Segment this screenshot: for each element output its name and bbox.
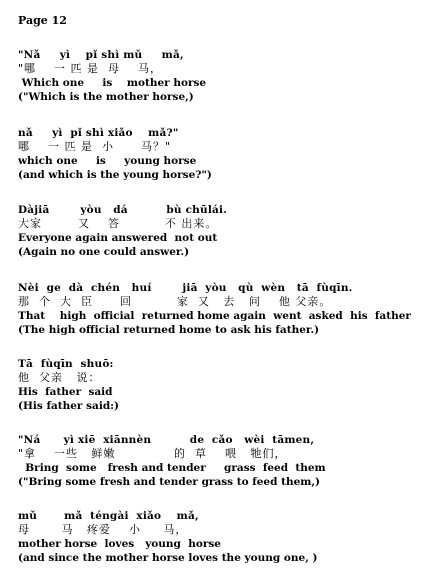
sentence-block xyxy=(18,509,318,565)
chinese-line: 大家 又 答 不 出来。 xyxy=(18,217,218,230)
translation-line: (and which is the young horse?") xyxy=(18,169,212,181)
chinese-line: 哪 一 匹 是 小 马？" xyxy=(18,140,172,153)
gloss-line: Which one is mother horse xyxy=(18,77,207,89)
gloss-line: That high official returned home again went asked his father xyxy=(18,310,411,322)
pinyin-line: mǔ mǎ téngài xiǎo mǎ, xyxy=(18,510,199,522)
chinese-line: 他 父亲 说： xyxy=(18,371,101,384)
sentence-block xyxy=(18,433,326,489)
pinyin-line: Nèi ge dà chén huí jiā yòu qù wèn tā fùqīn. xyxy=(18,282,353,294)
chinese-line: "哪 一 匹 是 母 马， xyxy=(18,62,163,75)
chinese-line: 那 个 大 臣 回 家 又 去 问 他 父亲。 xyxy=(18,295,332,308)
translation-line: (The high official returned home to ask his father.) xyxy=(18,324,320,336)
translation-line: ("Which is the mother horse,) xyxy=(18,91,194,103)
gloss-line: Bring some fresh and tender grass feed them xyxy=(18,462,326,474)
gloss-line: which one is young horse xyxy=(18,155,197,167)
chinese-line: "拿 一些 鲜嫩 的 草 喂 牠们， xyxy=(18,447,287,460)
pinyin-line: nǎ yì pǐ shì xiǎo mǎ?" xyxy=(18,127,179,139)
translation-line: (Again no one could answer.) xyxy=(18,246,190,258)
sentence-block xyxy=(18,281,411,337)
pinyin-line: "Ná yì xiē xiānnèn de cǎo wèi tāmen, xyxy=(18,434,315,446)
gloss-line: Everyone again answered not out xyxy=(18,232,218,244)
pinyin-line: Dàjiā yòu dá bù chūlái. xyxy=(18,204,228,216)
translation-line: (and since the mother horse loves the young one, ) xyxy=(18,552,318,564)
translation-line: (His father said:) xyxy=(18,400,120,412)
translation-line: ("Bring some fresh and tender grass to feed them,) xyxy=(18,476,321,488)
sentence-block xyxy=(18,48,206,104)
page-number: Page 12 xyxy=(18,14,67,27)
sentence-block xyxy=(18,357,119,413)
pinyin-line: Tā fùqīn shuō: xyxy=(18,358,114,370)
pinyin-line: "Nǎ yì pǐ shì mǔ mǎ, xyxy=(18,49,184,61)
sentence-block xyxy=(18,126,212,182)
gloss-line: mother horse loves young horse xyxy=(18,538,221,550)
gloss-line: His father said xyxy=(18,386,113,398)
chinese-line: 母 马 疼爱 小 马， xyxy=(18,523,188,536)
sentence-block xyxy=(18,203,227,259)
